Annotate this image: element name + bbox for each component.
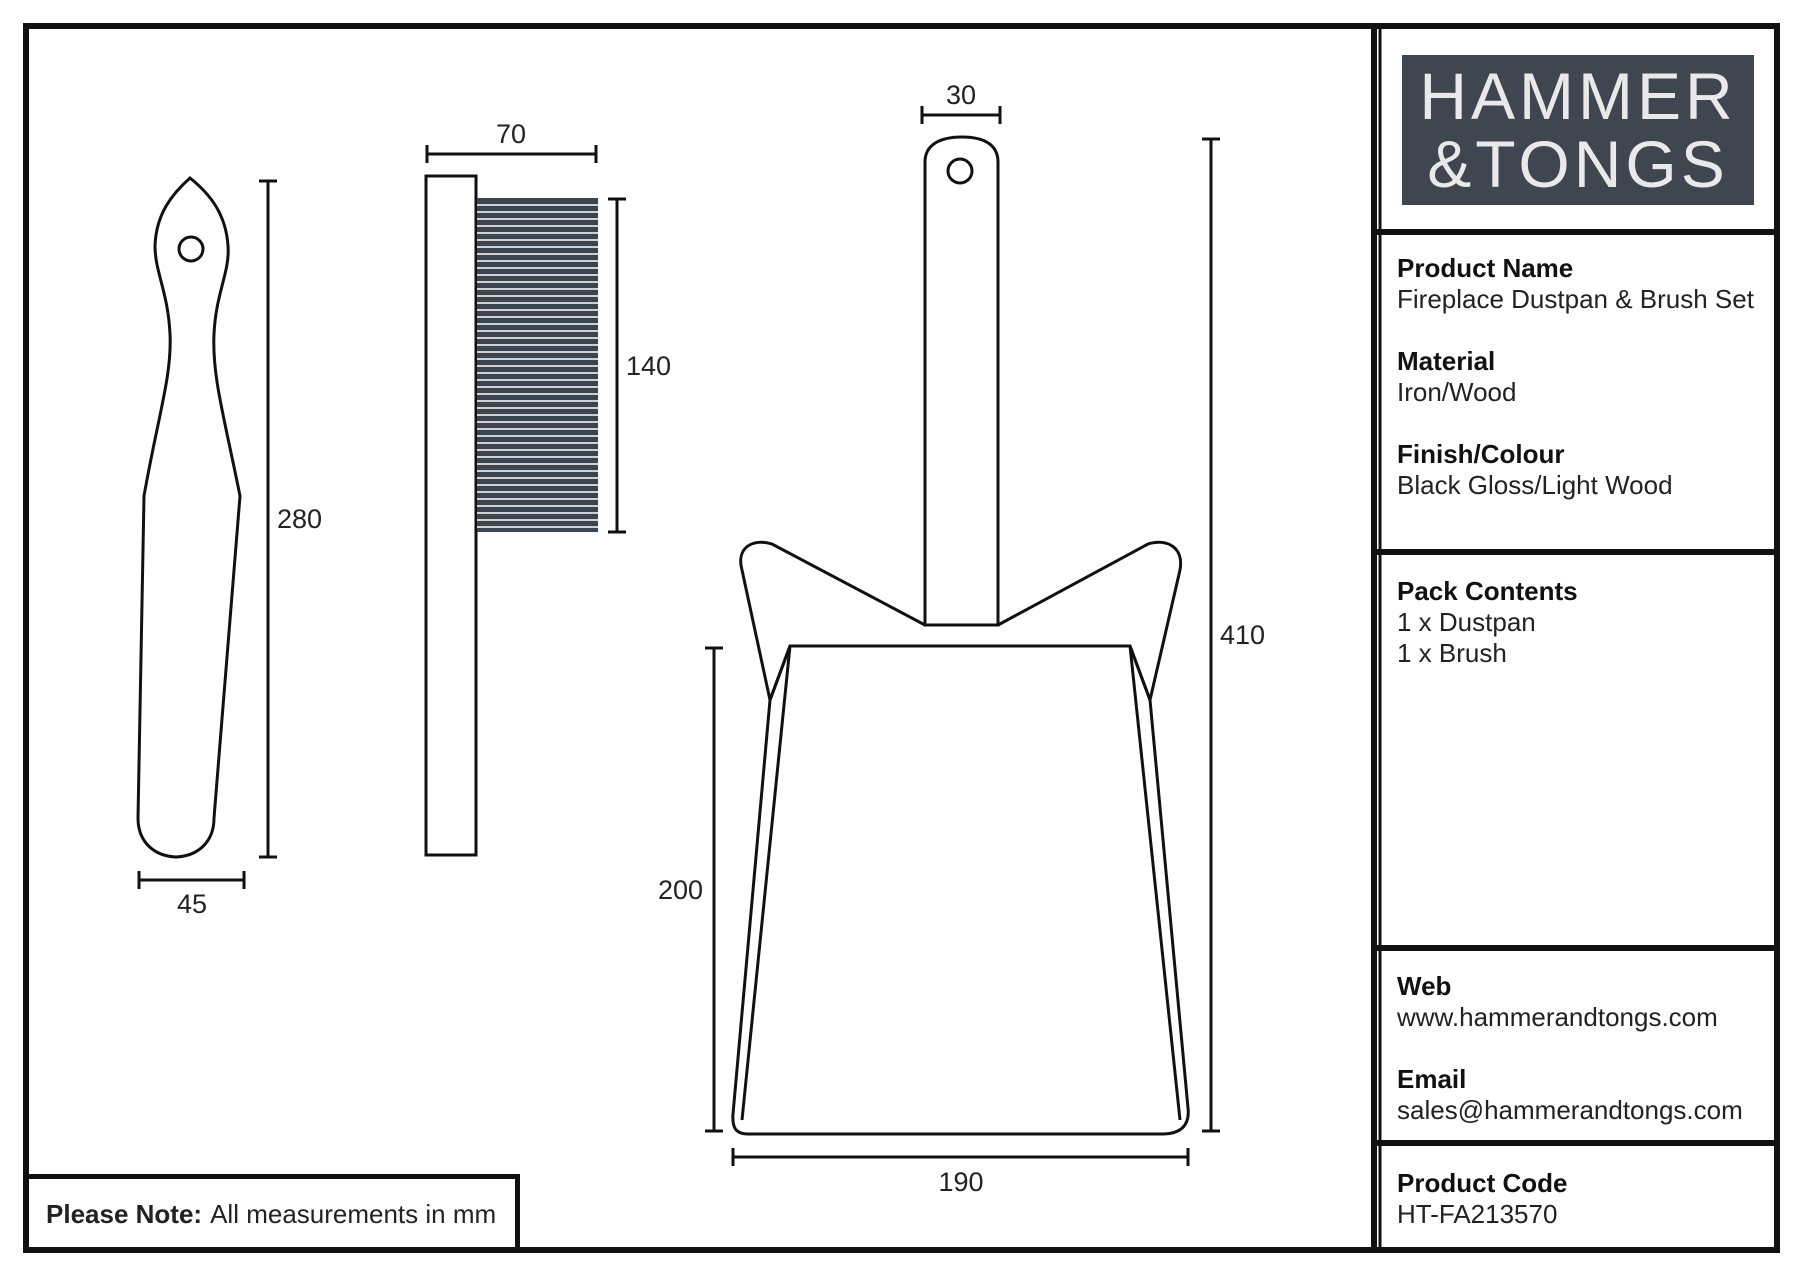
dim-label-brush-length: 280 bbox=[277, 504, 323, 534]
product-code-value: HT-FA213570 bbox=[1397, 1199, 1558, 1229]
code-panel bbox=[1380, 1168, 1777, 1230]
dimension-brush-length bbox=[259, 181, 277, 857]
brush-hanging-hole bbox=[179, 237, 203, 261]
finish-value: Black Gloss/Light Wood bbox=[1397, 470, 1673, 500]
web-link[interactable]: www.hammerandtongs.com bbox=[1397, 1002, 1718, 1032]
note-text: All measurements in mm bbox=[210, 1199, 497, 1229]
dustpan-hanging-hole bbox=[948, 159, 972, 183]
pack-item: 1 x Dustpan bbox=[1397, 607, 1536, 637]
dimension-brush-handle-width bbox=[139, 871, 244, 889]
email-link[interactable]: sales@hammerandtongs.com bbox=[1397, 1095, 1743, 1125]
dustpan-side-lip bbox=[742, 646, 1180, 1120]
pack-item: 1 x Brush bbox=[1397, 638, 1507, 668]
dim-label-bristle-length: 140 bbox=[626, 351, 672, 381]
dim-label-pan-body-height: 200 bbox=[657, 875, 703, 905]
pack-panel bbox=[1380, 576, 1777, 700]
material-label: Material bbox=[1397, 346, 1496, 376]
web-label: Web bbox=[1397, 971, 1452, 1001]
dimension-pan-body-height bbox=[705, 648, 723, 1131]
pack-contents-label: Pack Contents bbox=[1397, 576, 1578, 606]
logo-line-1: HAMMER bbox=[1419, 59, 1737, 133]
dustpan-back-wings bbox=[741, 542, 1181, 700]
finish-label: Finish/Colour bbox=[1397, 439, 1565, 469]
dustpan-pan-outline bbox=[733, 646, 1188, 1134]
email-label: Email bbox=[1397, 1064, 1467, 1094]
bristle-block bbox=[477, 198, 598, 532]
material-value: Iron/Wood bbox=[1397, 377, 1517, 407]
dim-label-pan-width: 190 bbox=[938, 1167, 984, 1197]
brush-bristles bbox=[477, 198, 598, 532]
dim-label-brush-head-width: 70 bbox=[495, 119, 527, 149]
brush-handle-outline bbox=[138, 178, 240, 857]
dustpan-handle-outline bbox=[925, 137, 998, 625]
dimension-pan-width bbox=[733, 1148, 1188, 1166]
product-name-value: Fireplace Dustpan & Brush Set bbox=[1397, 284, 1754, 314]
dim-label-pan-total-height: 410 bbox=[1220, 620, 1266, 650]
contact-panel bbox=[1380, 971, 1777, 1157]
dim-label-pan-handle-width: 30 bbox=[945, 80, 977, 110]
measurement-note bbox=[26, 1174, 520, 1250]
dimension-bristle-length bbox=[608, 199, 626, 532]
product-code-label: Product Code bbox=[1397, 1168, 1568, 1198]
spec-panel bbox=[1380, 253, 1777, 532]
product-name-label: Product Name bbox=[1397, 253, 1574, 283]
brush-head-block bbox=[426, 176, 476, 855]
dim-label-brush-handle-width: 45 bbox=[176, 889, 208, 919]
brand-logo bbox=[1402, 55, 1754, 205]
dimension-pan-total-height bbox=[1202, 139, 1220, 1131]
note-label: Please Note: bbox=[46, 1199, 203, 1229]
logo-line-2: &TONGS bbox=[1427, 127, 1729, 201]
